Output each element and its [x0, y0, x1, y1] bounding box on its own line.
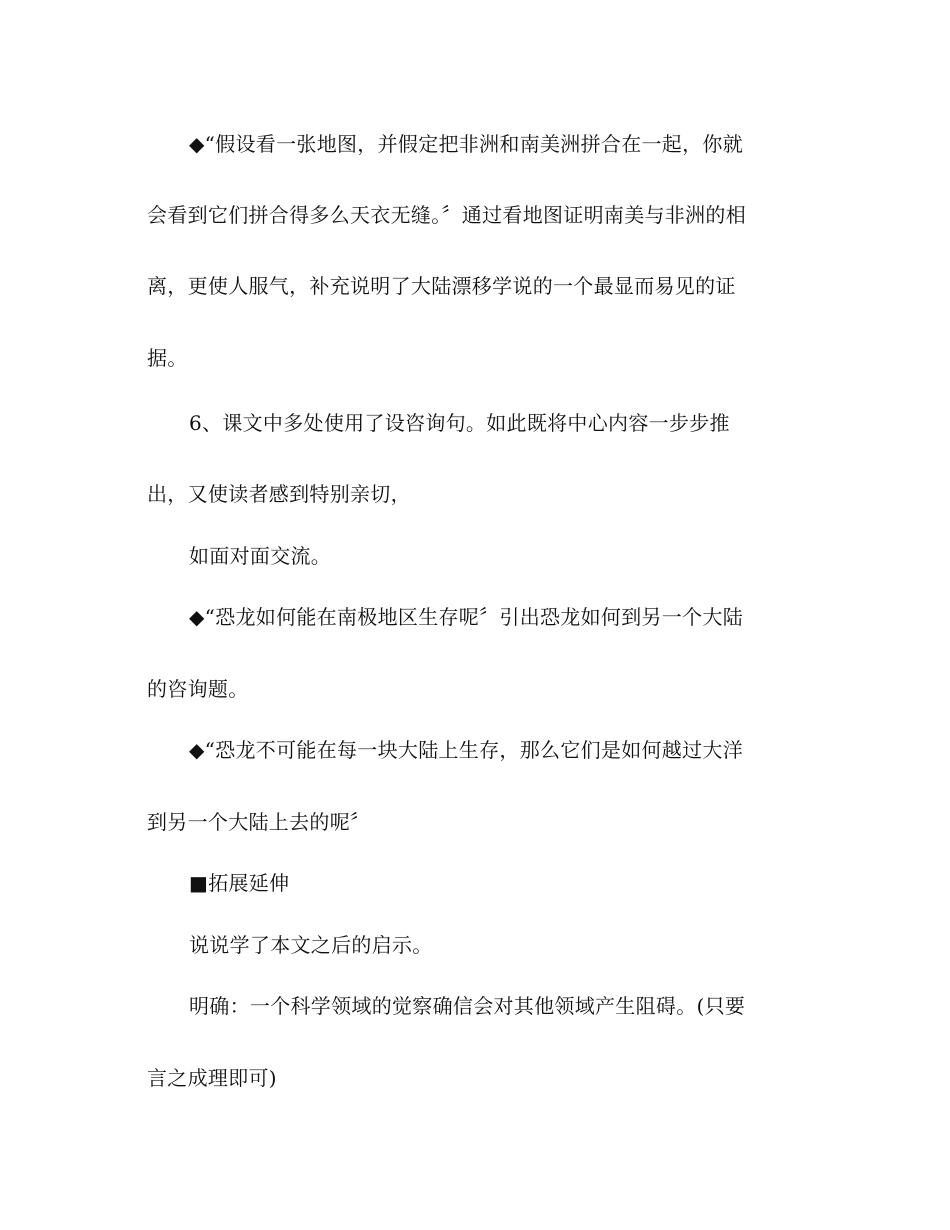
paragraph-answer-line-2: 言之成理即可)	[147, 1066, 277, 1090]
paragraph-prompt: 说说学了本文之后的启示。	[189, 933, 433, 957]
paragraph-bullet-map-line-3: 离，更使人服气，补充说明了大陆漂移学说的一个最显而易见的证	[147, 274, 736, 298]
paragraph-bullet-ocean-line-1: ◆“恐龙不可能在每一块大陆上生存，那么它们是如何越过大洋	[189, 738, 744, 762]
paragraph-bullet-ocean-line-2: 到另一个大陆上去的呢〞	[147, 810, 371, 834]
paragraph-bullet-map-line-4: 据。	[147, 346, 188, 370]
section-heading-extension: ■拓展延伸	[189, 871, 290, 895]
paragraph-bullet-antarctica-line-2: 的咨询题。	[147, 677, 249, 701]
paragraph-answer-line-1: 明确：一个科学领域的觉察确信会对其他领域产生阻碍。(只要	[189, 994, 746, 1018]
paragraph-bullet-map-line-2: 会看到它们拼合得多么天衣无缝。〞通过看地图证明南美与非洲的相	[147, 203, 746, 227]
paragraph-bullet-antarctica-line-1: ◆“恐龙如何能在南极地区生存呢〞引出恐龙如何到另一个大陆	[189, 605, 744, 629]
paragraph-face-to-face: 如面对面交流。	[189, 544, 332, 568]
paragraph-item-6-line-1: 6、课文中多处使用了设咨询句。如此既将中心内容一步步推	[189, 411, 730, 435]
paragraph-bullet-map-line-1: ◆“假设看一张地图，并假定把非洲和南美洲拼合在一起，你就	[189, 132, 744, 156]
paragraph-item-6-line-2: 出，又使读者感到特别亲切，	[147, 482, 411, 506]
